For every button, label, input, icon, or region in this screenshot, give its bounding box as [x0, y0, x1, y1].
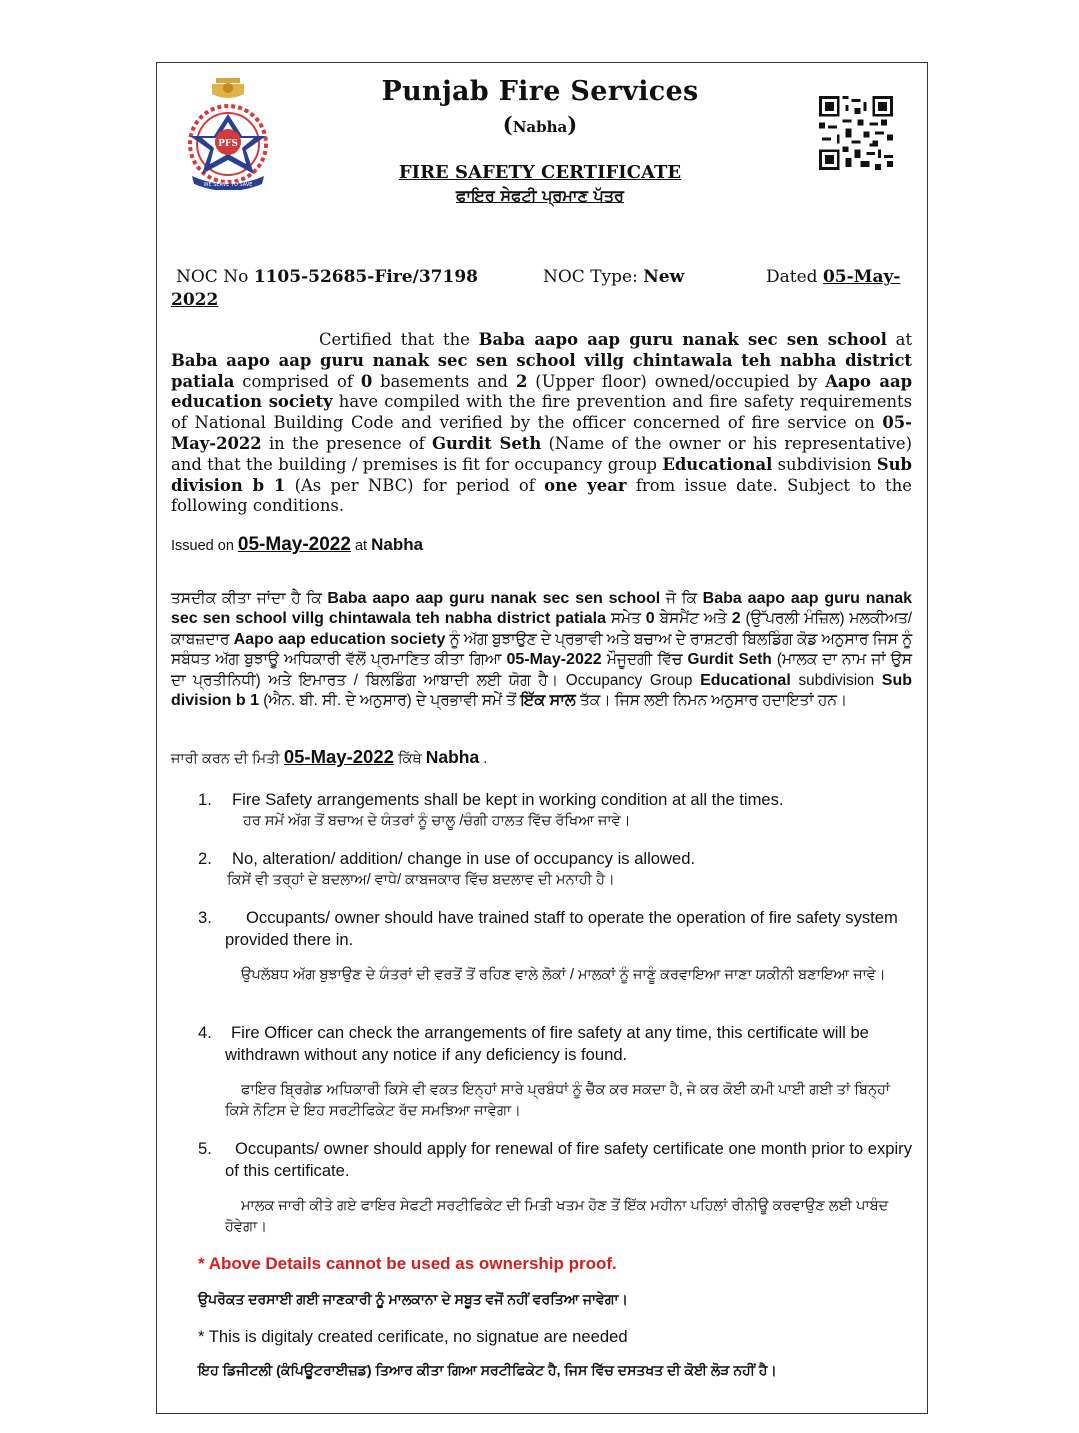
condition-item: 3. Occupants/ owner should have trained staff to operate the operation of fire safety system provided there in. ਉਪਲੱਬਧ ਅੱਗ ਬੁਝਾਉਣ ਦੇ ਯੰਤਰਾਂ ਦੀ ਵਰਤੋਂ ਤੋਂ ਰਹਿਣ ਵਾਲੇ ਲੋਕਾਂ / ਮਾਲਕਾਂ ਨੂੰ ਜਾਣੂੰ ਕਰਵਾਇਆ ਜਾਣਾ ਯਕੀਨੀ ਬਣਾਇਆ ਜਾਵੇ। — [198, 908, 898, 983]
noc-type: NOC Type: New — [543, 267, 685, 287]
condition-item: 4. Fire Officer can check the arrangements of fire safety at any time, this certificate will be withdrawn without any notice if any deficiency is found. ਫਾਇਰ ਬ੍ਰਿਗੇਡ ਅਧਿਕਾਰੀ ਕਿਸੇ ਵੀ ਵਕਤ ਇਨ੍ਹਾਂ ਸਾਰੇ ਪ੍ਰਬੰਧਾਂ ਨੂੰ ਚੈੱਕ ਕਰ ਸਕਦਾ ਹੈ, ਜੇ ਕਰ ਕੋਈ ਕਮੀ ਪਾਈ ਗਈ ਤਾਂ ਬਿਨ੍ਹਾਂ ਕਿਸੇ ਨੋਟਿਸ ਦੇ ਇਹ ਸਰਟੀਫਿਕੇਟ ਰੱਦ ਸਮਝਿਆ ਜਾਵੇਗਾ। — [198, 1023, 891, 1119]
issue-date-pa: ਜਾਰੀ ਕਰਨ ਦੀ ਮਿਤੀ 05-May-2022 ਕਿੱਥੇ Nabha . — [171, 746, 488, 767]
certification-paragraph-pa: ਤਸਦੀਕ ਕੀਤਾ ਜਾਂਦਾ ਹੈ ਕਿ Baba aapo aap guru nanak sec sen school ਜੋ ਕਿ Baba aapo aap guru nanak sec sen school villg chintawala teh nabha district patiala ਸਮੇਤ 0 ਬੇਸਮੈਂਟ ਅਤੇ 2 (ਉੱਪਰਲੀ ਮੰਜ਼ਿਲ) ਮਲਕੀਅਤ/ਕਾਬਜ਼ਦਾਰ Aapo aap education society ਨੂੰ ਅੱਗ ਬੁਝਾਉਣ ਦੇ ਪ੍ਰਭਾਵੀ ਅਤੇ ਬਚਾਅ ਦੇ ਰਾਸ਼ਟਰੀ ਬਿਲਡਿੰਗ ਕੋਡ ਅਨੁਸਾਰ ਜਿਸ ਨੂੰ ਸਬੰਧਤ ਅੱਗ ਬੁਝਾਊ ਅਧਿਕਾਰੀ ਵੱਲੋਂ ਪ੍ਰਮਾਣਿਤ ਕੀਤਾ ਗਿਆ 05-May-2022 ਮੌਜੂਦਗੀ ਵਿੱਚ Gurdit Seth (ਮਾਲਕ ਦਾ ਨਾਮ ਜਾਂ ਉਸ ਦਾ ਪ੍ਰਤੀਨਿਧੀ) ਅਤੇ ਇਮਾਰਤ / ਬਿਲਡਿੰਗ ਆਬਾਦੀ ਲਈ ਯੋਗ ਹੈ। Occupancy Group Educational subdivision Sub division b 1 (ਐਨ. ਬੀ. ਸੀ. ਦੇ ਅਨੁਸਾਰ) ਦੇ ਪ੍ਰਭਾਵੀ ਸਮੇਂ ਤੋਂ ਇੱਕ ਸਾਲ ਤੱਕ। ਜਿਸ ਲਈ ਨਿਮਨ ਅਨੁਸਾਰ ਹਦਾਇਤਾਂ ਹਨ। — [171, 590, 913, 710]
org-title: Punjab Fire Services — [381, 76, 699, 107]
pfs-emblem-icon — [182, 74, 274, 190]
digital-notice-en: * This is digitaly created cerificate, no signatue are needed — [198, 1327, 628, 1346]
certification-paragraph-en: Certified that the Baba aapo aap guru nanak sec sen school at Baba aapo aap guru nanak sec sen school villg chintawala teh nabha district patiala comprised of 0 basements and 2 (Upper floor) owned/occupied by Aapo aap education society have compiled with the fire prevention and fire safety requirements of National Building Code and verified by the officer concerned of fire service on 05-May-2022 in the presence of Gurdit Seth (Name of the owner or his representative) and that the building / premises is fit for occupancy group Educational subdivision Sub division b 1 (As per NBC) for period of one year from issue date. Subject to the following conditions. — [171, 330, 913, 516]
issued-on-line: Issued on 05-May-2022 at Nabha — [171, 534, 424, 555]
emblem-text: PFS — [218, 139, 238, 149]
certificate-title-pa: ਫਾਇਰ ਸੇਫਟੀ ਪ੍ਰਮਾਣ ਪੱਤਰ — [456, 186, 624, 205]
noc-date: Dated 05-May- — [766, 267, 901, 287]
condition-item: 1. Fire Safety arrangements shall be kept in working condition at all the times. ਹਰ ਸਮੇਂ ਅੱਗ ਤੋਂ ਬਚਾਅ ਦੇ ਯੰਤਰਾਂ ਨੂੰ ਚਾਲੂ /ਚੰਗੀ ਹਾਲਤ ਵਿੱਚ ਰੱਖਿਆ ਜਾਵੇ। — [198, 790, 784, 829]
condition-item: 5. Occupants/ owner should apply for renewal of fire safety certificate one month prior to expiry of this certificate. ਮਾਲਕ ਜਾਰੀ ਕੀਤੇ ਗਏ ਫਾਇਰ ਸੇਫਟੀ ਸਰਟੀਫਿਕੇਟ ਦੀ ਮਿਤੀ ਖਤਮ ਹੋਣ ਤੋਂ ਇੱਕ ਮਹੀਨਾ ਪਹਿਲਾਂ ਰੀਨੀਊ ਕਰਵਾਉਣ ਲਈ ਪਾਬੰਦ ਹੋਵੇਗਾ। — [198, 1139, 912, 1235]
digital-notice-pa: ਇਹ ਡਿਜੀਟਲੀ (ਕੰਪਿਊਟਰਾਈਜ਼ਡ) ਤਿਆਰ ਕੀਤਾ ਗਿਆ ਸਰਟੀਫਿਕੇਟ ਹੈ, ਜਿਸ ਵਿੱਚ ਦਸਤਖਤ ਦੀ ਕੋਈ ਲੋੜ ਨਹੀਂ ਹੈ। — [198, 1362, 777, 1378]
certificate-title-en: FIRE SAFETY CERTIFICATE — [398, 162, 682, 183]
noc-number: NOC No 1105-52685-Fire/37198 — [176, 267, 478, 287]
emblem-motto: WE SERVE TO SAVE — [203, 182, 253, 188]
ownership-notice-en: * Above Details cannot be used as ownership proof. — [198, 1254, 617, 1273]
condition-item: 2. No, alteration/ addition/ change in use of occupancy is allowed. ਕਿਸੇਂ ਵੀ ਤਰ੍ਹਾਂ ਦੇ ਬਦਲਾਅ/ ਵਾਧੇ/ ਕਾਬਜਕਾਰ ਵਿੱਚ ਬਦਲਾਵ ਦੀ ਮਨਾਹੀ ਹੈ। — [198, 849, 696, 888]
qr-code-icon — [818, 96, 894, 170]
noc-date-year: 2022 — [171, 290, 219, 310]
branch-name: (Nabha) — [502, 112, 578, 137]
ownership-notice-pa: ਉਪਰੋਕਤ ਦਰਸਾਈ ਗਈ ਜਾਣਕਾਰੀ ਨੂੰ ਮਾਲਕਾਨਾ ਦੇ ਸਬੂਤ ਵਜੋਂ ਨਹੀਂ ਵਰਤਿਆ ਜਾਵੇਗਾ। — [198, 1291, 628, 1307]
